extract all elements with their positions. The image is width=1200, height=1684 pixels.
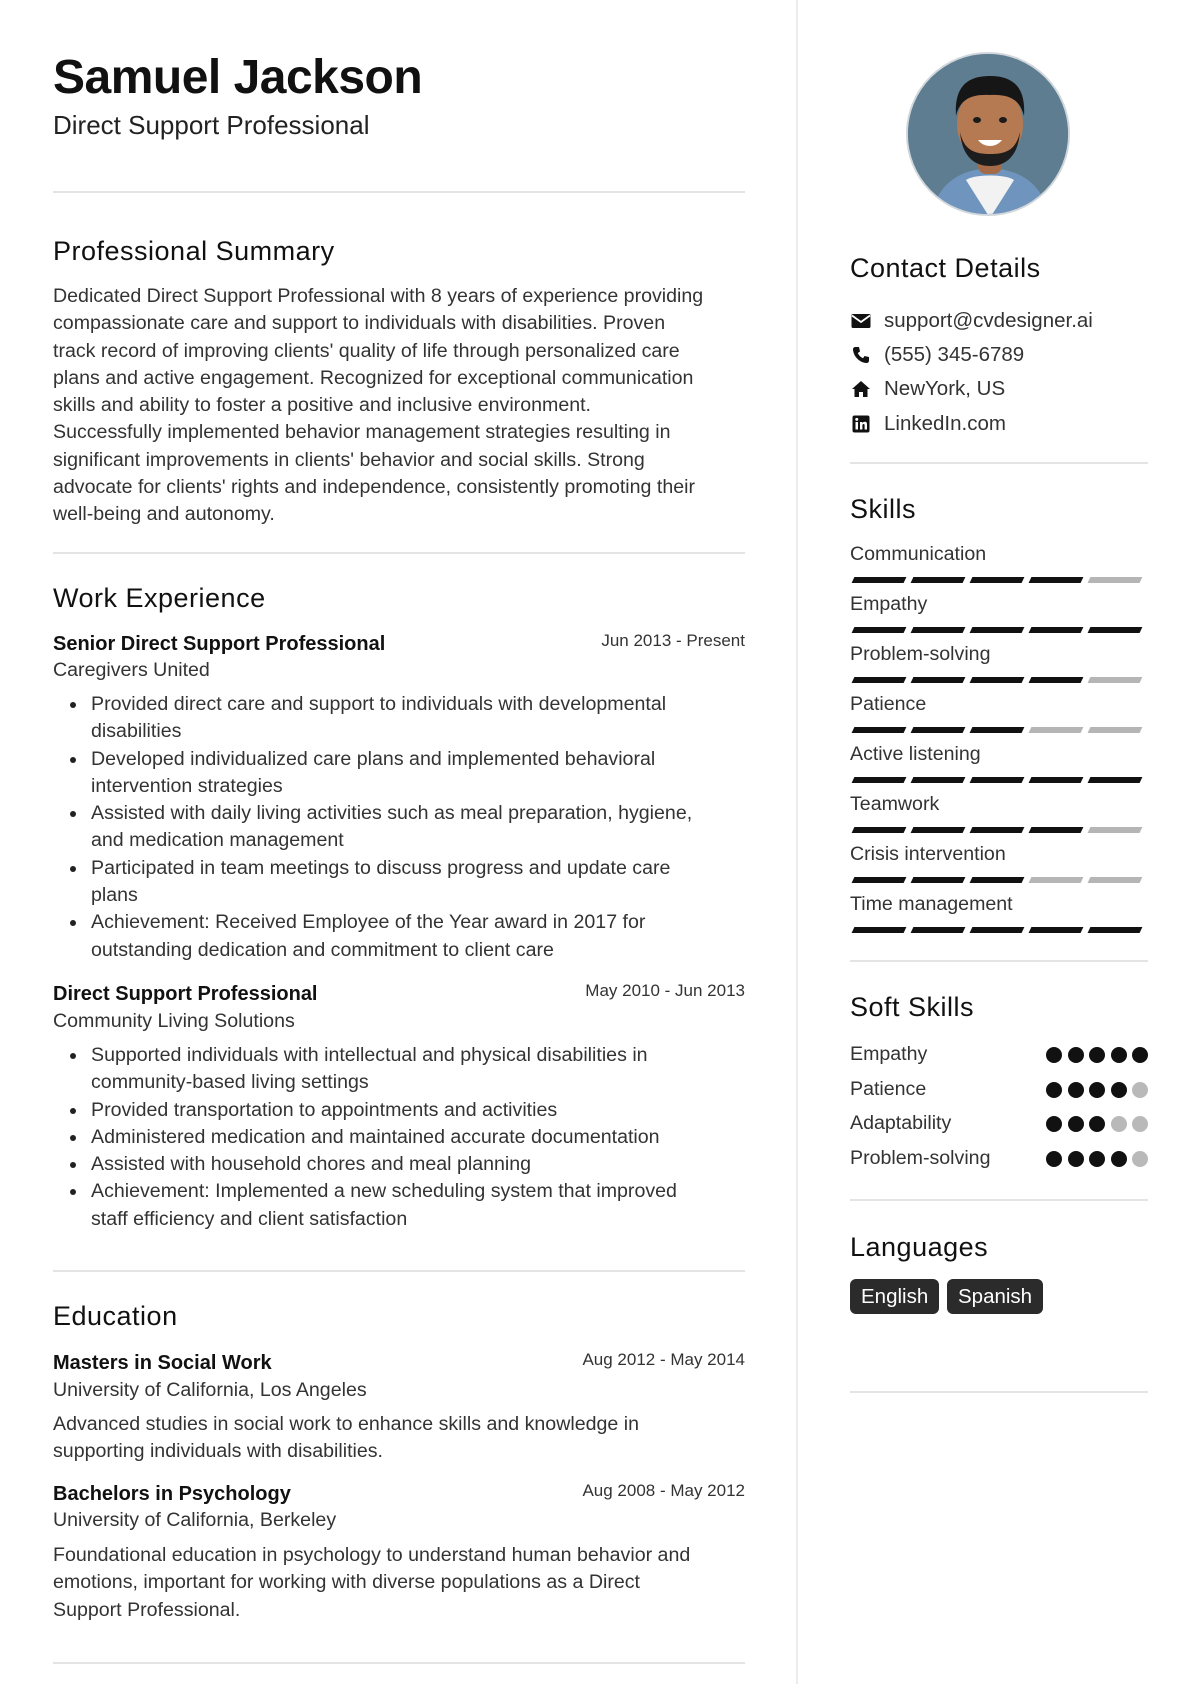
rating-dot-filled	[1111, 1047, 1127, 1063]
soft-skill-name: Adaptability	[850, 1112, 952, 1134]
skill-rating-bar	[850, 577, 1148, 583]
envelope-icon	[850, 310, 872, 332]
rating-dot-filled	[1046, 1151, 1062, 1167]
rating-segment-filled	[852, 827, 907, 833]
phone-icon	[850, 344, 872, 366]
rating-segment-filled	[852, 927, 907, 933]
degree-title: Bachelors in Psychology	[53, 1483, 291, 1505]
rating-segment-filled	[911, 827, 966, 833]
list-item: Assisted with household chores and meal planning	[91, 1151, 745, 1178]
job-responsibilities	[91, 691, 745, 964]
education-heading: Education	[53, 1301, 178, 1331]
rating-segment-empty	[1088, 727, 1143, 733]
rating-segment-empty	[1088, 677, 1143, 683]
degree-dates: Aug 2012 - May 2014	[582, 1350, 745, 1369]
list-item: Provided transportation to appointments and activities	[91, 1097, 745, 1124]
section-divider	[850, 1391, 1148, 1393]
summary-line: well-being and autonomy.	[53, 503, 275, 526]
contact-linkedin-text: LinkedIn.com	[884, 412, 1006, 435]
profile-photo	[906, 52, 1070, 216]
rating-segment-filled	[852, 677, 907, 683]
rating-dot-empty	[1132, 1151, 1148, 1167]
rating-segment-filled	[1088, 777, 1143, 783]
list-item: Participated in team meetings to discuss progress and update care plans	[91, 855, 745, 910]
contact-phone[interactable]	[850, 341, 1024, 369]
job-organization: Community Living Solutions	[53, 1010, 295, 1032]
section-divider	[53, 552, 745, 554]
job-title: Senior Direct Support Professional	[53, 633, 386, 655]
summary-line: significant improvements in clients' behavior and social skills. Strong	[53, 448, 645, 471]
rating-segment-filled	[852, 877, 907, 883]
header-divider	[53, 191, 745, 193]
rating-segment-filled	[911, 677, 966, 683]
rating-dot-empty	[1132, 1116, 1148, 1132]
rating-segment-filled	[1029, 777, 1084, 783]
summary-line: track record of improving clients' quality of life through personalized care	[53, 339, 680, 362]
section-divider	[850, 462, 1148, 464]
contact-location	[850, 375, 1005, 403]
rating-segment-empty	[1029, 877, 1084, 883]
summary-text	[53, 283, 745, 529]
rating-dot-filled	[1068, 1082, 1084, 1098]
soft-skill-rating	[1046, 1047, 1148, 1063]
rating-dot-filled	[1089, 1082, 1105, 1098]
rating-segment-filled	[852, 627, 907, 633]
skill-name: Active listening	[850, 743, 981, 765]
list-item: Supported individuals with intellectual and physical disabilities in community-based living settings	[91, 1042, 745, 1097]
skill-rating-bar	[850, 777, 1148, 783]
contact-location-text: NewYork, US	[884, 377, 1006, 400]
rating-dot-filled	[1111, 1151, 1127, 1167]
skill-name: Teamwork	[850, 793, 940, 815]
linkedin-icon	[850, 413, 872, 435]
rating-segment-filled	[852, 577, 907, 583]
rating-dot-filled	[1089, 1151, 1105, 1167]
rating-segment-filled	[1088, 627, 1143, 633]
summary-heading: Professional Summary	[53, 236, 335, 266]
home-icon	[850, 378, 872, 400]
soft-skill-rating	[1046, 1116, 1148, 1132]
language-badge: English	[850, 1279, 939, 1314]
rating-dot-filled	[1111, 1082, 1127, 1098]
rating-segment-filled	[970, 877, 1025, 883]
list-item: Achievement: Implemented a new scheduling system that improved staff efficiency and client satisfaction	[91, 1178, 745, 1233]
list-item: Developed individualized care plans and implemented behavioral intervention strategies	[91, 746, 745, 801]
skill-rating-bar	[850, 927, 1148, 933]
rating-dot-filled	[1068, 1151, 1084, 1167]
rating-segment-empty	[1088, 877, 1143, 883]
skill-rating-bar	[850, 877, 1148, 883]
skill-name: Time management	[850, 893, 1013, 915]
rating-dot-filled	[1089, 1047, 1105, 1063]
rating-dot-filled	[1068, 1116, 1084, 1132]
rating-segment-filled	[970, 827, 1025, 833]
rating-segment-filled	[970, 777, 1025, 783]
section-divider	[53, 1270, 745, 1272]
skills-heading: Skills	[850, 494, 917, 524]
rating-dot-filled	[1132, 1047, 1148, 1063]
summary-line: Successfully implemented behavior management strategies resulting in	[53, 421, 671, 444]
job-title: Direct Support Professional	[53, 983, 318, 1005]
degree-title: Masters in Social Work	[53, 1352, 272, 1374]
rating-segment-filled	[1029, 627, 1084, 633]
rating-segment-filled	[970, 677, 1025, 683]
rating-segment-filled	[911, 627, 966, 633]
soft-skill-name: Problem-solving	[850, 1146, 991, 1169]
work-heading: Work Experience	[53, 583, 266, 613]
candidate-name: Samuel Jackson	[53, 51, 423, 104]
rating-dot-filled	[1089, 1116, 1105, 1132]
rating-segment-filled	[852, 777, 907, 783]
skill-rating-bar	[850, 727, 1148, 733]
rating-dot-filled	[1046, 1047, 1062, 1063]
soft-skill-name: Patience	[850, 1077, 927, 1100]
skill-name: Crisis intervention	[850, 843, 1006, 865]
rating-segment-empty	[1088, 827, 1143, 833]
summary-line: Dedicated Direct Support Professional with 8 years of experience providing	[53, 285, 704, 307]
degree-description: Foundational education in psychology to understand human behavior and emotions, important for working with diverse populations as a Direct Support Professional.	[53, 1544, 691, 1621]
degree-description: Advanced studies in social work to enhance skills and knowledge in supporting individuals with disabilities.	[53, 1413, 639, 1463]
avatar	[908, 54, 1070, 216]
summary-line: advocate for clients' rights and independence, consistently promoting their	[53, 476, 696, 499]
contact-email[interactable]	[850, 307, 1093, 335]
language-badge: Spanish	[947, 1279, 1043, 1314]
school-name: University of California, Los Angeles	[53, 1379, 367, 1401]
rating-segment-filled	[911, 927, 966, 933]
summary-line: skills and ability to foster a positive and inclusive environment.	[53, 394, 592, 417]
summary-line: compassionate care and support to individuals with disabilities. Proven	[53, 312, 666, 335]
contact-phone-text: (555) 345-6789	[884, 343, 1025, 366]
soft-skills-heading: Soft Skills	[850, 992, 975, 1022]
rating-dot-empty	[1111, 1116, 1127, 1132]
rating-segment-filled	[970, 727, 1025, 733]
list-item: Assisted with daily living activities such as meal preparation, hygiene, and medication management	[91, 800, 745, 855]
section-divider	[850, 960, 1148, 962]
skill-name: Communication	[850, 543, 987, 565]
rating-segment-empty	[1029, 727, 1084, 733]
job-organization: Caregivers United	[53, 659, 210, 681]
rating-segment-filled	[1029, 927, 1084, 933]
rating-segment-filled	[911, 777, 966, 783]
contact-email-text: support@cvdesigner.ai	[884, 309, 1093, 332]
job-dates: Jun 2013 - Present	[601, 631, 745, 650]
section-divider	[850, 1199, 1148, 1201]
rating-segment-filled	[1029, 577, 1084, 583]
rating-segment-filled	[970, 627, 1025, 633]
languages-heading: Languages	[850, 1232, 989, 1262]
soft-skill-rating	[1046, 1151, 1148, 1167]
rating-segment-empty	[1088, 577, 1143, 583]
contact-heading: Contact Details	[850, 253, 1041, 283]
soft-skill-rating	[1046, 1082, 1148, 1098]
skill-name: Problem-solving	[850, 643, 991, 665]
rating-segment-filled	[970, 577, 1025, 583]
rating-segment-filled	[852, 727, 907, 733]
rating-segment-filled	[1088, 927, 1143, 933]
job-dates: May 2010 - Jun 2013	[585, 981, 745, 1000]
rating-segment-filled	[1029, 827, 1084, 833]
skill-rating-bar	[850, 627, 1148, 633]
rating-dot-filled	[1046, 1082, 1062, 1098]
degree-dates: Aug 2008 - May 2012	[582, 1481, 745, 1500]
rating-dot-empty	[1132, 1082, 1148, 1098]
candidate-title: Direct Support Professional	[53, 110, 370, 140]
school-name: University of California, Berkeley	[53, 1509, 337, 1531]
skill-name: Empathy	[850, 593, 928, 615]
skill-name: Patience	[850, 693, 927, 715]
list-item: Administered medication and maintained accurate documentation	[91, 1124, 745, 1151]
rating-segment-filled	[911, 877, 966, 883]
rating-segment-filled	[1029, 677, 1084, 683]
rating-segment-filled	[970, 927, 1025, 933]
list-item: Achievement: Received Employee of the Year award in 2017 for outstanding dedication and commitment to client care	[91, 909, 745, 964]
skill-rating-bar	[850, 677, 1148, 683]
rating-segment-filled	[911, 727, 966, 733]
section-divider	[53, 1662, 745, 1664]
list-item: Provided direct care and support to individuals with developmental disabilities	[91, 691, 745, 746]
soft-skill-name: Empathy	[850, 1043, 928, 1065]
summary-line: plans and active engagement. Recognized for exceptional communication	[53, 366, 694, 389]
skill-rating-bar	[850, 827, 1148, 833]
contact-linkedin[interactable]	[850, 410, 1006, 438]
rating-dot-filled	[1068, 1047, 1084, 1063]
rating-dot-filled	[1046, 1116, 1062, 1132]
column-divider	[796, 0, 798, 1684]
job-responsibilities	[91, 1042, 745, 1233]
rating-segment-filled	[911, 577, 966, 583]
